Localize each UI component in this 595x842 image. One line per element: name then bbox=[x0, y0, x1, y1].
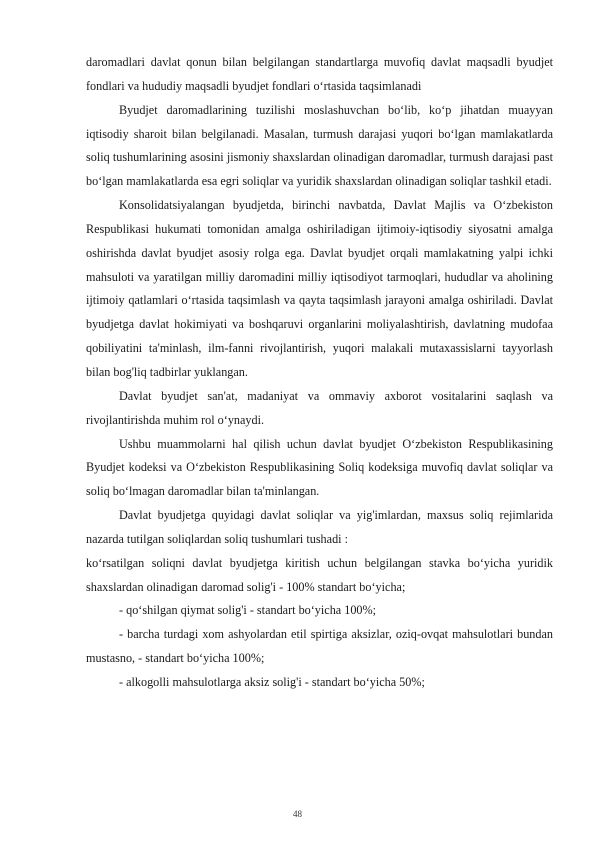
paragraph: Davlat byudjet san'at, madaniyat va ommaviy axborot vositalarini saqlash va rivojlantirishda muhim rol o‘ynaydi. bbox=[86, 388, 553, 427]
paragraph: ko‘rsatilgan soliqni davlat byudjetga kiritish uchun belgilangan stavka bo‘yicha yuridik shaxslardan olinadigan daromad solig'i - 100% standart bo‘yicha; bbox=[86, 555, 553, 594]
paragraph: Davlat byudjetga quyidagi davlat soliqlar va yig'imlardan, maxsus soliq rejimlarida nazarda tutilgan soliqlardan soliq tushumlari tushadi : bbox=[86, 508, 553, 546]
body-text bbox=[86, 51, 553, 695]
paragraph: Konsolidatsiyalangan byudjetda, birinchi navbatda, Davlat Majlis va O‘zbekiston Respublikasi hukumati tomonidan amalga oshiriladigan ijtimoiy-iqtisodiy siyosatni amalga oshirishda davlat byudjet asosiy rolga ega. Davlat byudjet orqali mamlakatning yalpi ichki mahsuloti va yaratilgan milliy daromadini milliy iqtisodiyot tarmoqlari, hududlar va aholining ijtimoiy qatlamlari o‘rtasida taqsimlash va qayta taqsimlash jarayoni amalga oshiriladi. Davlat byudjetga davlat hokimiyati va boshqaruvi organlarini moliyalashtirish, davlatning mudofaa qobiliyatini ta'minlash, ilm-fanni rivojlantirish, yuqori malakali mutaxassislarni tayyorlash bilan bog'liq tadbirlar yuklangan. bbox=[86, 198, 553, 379]
page-number: 48 bbox=[293, 809, 302, 819]
paragraph: daromadlari davlat qonun bilan belgilangan standartlarga muvofiq davlat maqsadli byudjet fondlari va hududiy maqsadli byudjet fondlari o‘rtasida taqsimlanadi bbox=[86, 55, 553, 93]
paragraph: Byudjet daromadlarining tuzilishi moslashuvchan bo‘lib, ko‘p jihatdan muayyan iqtisodiy sharoit bilan belgilanadi. Masalan, turmush darajasi yuqori bo‘lgan mamlakatlarda soliq tushumlarining asosini jismoniy shaxslardan olinadigan daromadlar, turmush darajasi past bo‘lgan mamlakatlarda esa egri soliqlar va yuridik shaxslardan olinadigan soliqlar tashkil etadi. bbox=[86, 102, 553, 189]
paragraph: Ushbu muammolarni hal qilish uchun davlat byudjet O‘zbekiston Respublikasining Byudjet kodeksi va O‘zbekiston Respublikasining Soliq kodeksiga muvofiq davlat soliqlar va soliq bo‘lmagan daromadlar bilan ta'minlangan. bbox=[86, 436, 553, 499]
list-item: - qo‘shilgan qiymat solig'i - standart bo‘yicha 100%; bbox=[119, 603, 377, 618]
list-item: - barcha turdagi xom ashyolardan etil spirtiga aksizlar, oziq-ovqat mahsulotlari bundan mustasno, - standart bo‘yicha 100%; bbox=[86, 627, 553, 666]
list-item: - alkogolli mahsulotlarga aksiz solig'i - standart bo‘yicha 50%; bbox=[119, 674, 425, 689]
